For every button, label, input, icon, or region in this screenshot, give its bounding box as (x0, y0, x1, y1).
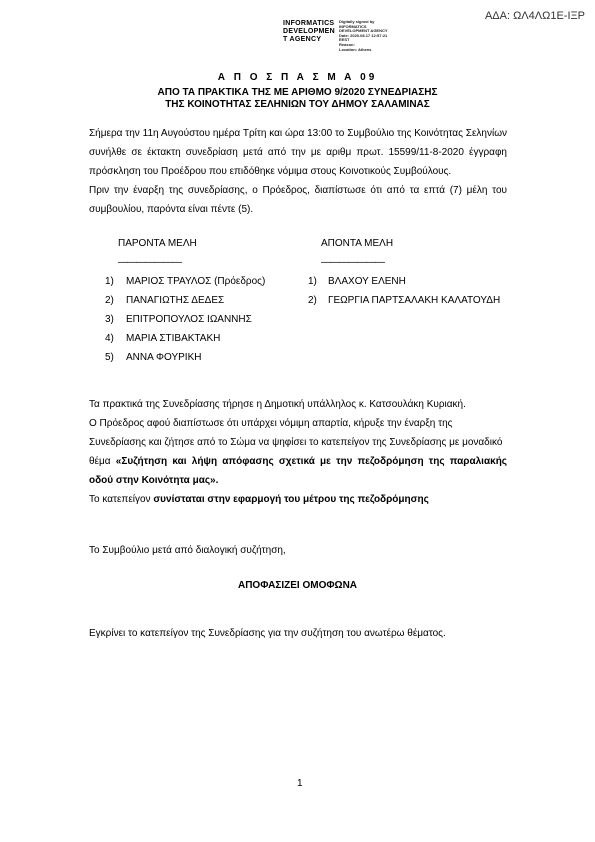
minutes-topic-line (89, 452, 507, 471)
topic-prefix: θέμα (89, 456, 116, 467)
discussion-line: Το Συμβούλιο μετά από διαλογική συζήτηση, (89, 545, 286, 556)
signature-detail-line: EEST (339, 37, 350, 43)
signature-detail-line: Location: Athens (339, 46, 372, 52)
topic-title-continued: οδού στην Κοινότητα μας». (89, 475, 219, 486)
present-members-header: ΠΑΡΟΝΤΑ ΜΕΛΗ (118, 238, 197, 249)
absent-members-column (308, 234, 528, 310)
signature-detail-line: Reason: (339, 41, 355, 47)
member-number: 2) (105, 295, 114, 306)
intro-line: Πριν την έναρξη της συνεδρίασης, ο Πρόεδρος, διαπίστωσε ότι από τα επτά (7) μέλη του (89, 185, 507, 196)
document-title: Α Π Ο Σ Π Α Σ Μ Α 09 (217, 72, 378, 83)
minutes-paragraph (89, 395, 507, 509)
member-name: ΓΕΩΡΓΙΑ ΠΑΡΤΣΑΛΑΚΗ ΚΑΛΑΤΟΥΔΗ (328, 295, 501, 306)
signature-org-line: INFORMATICS (283, 20, 335, 27)
absent-members-divider: ——————— (321, 257, 384, 268)
ada-code: ΑΔΑ: ΩΛ4ΛΩ1Ε-ΙΞΡ (484, 10, 585, 22)
intro-line: πρόσκληση του Προέδρου που επιδόθηκε νόμιμα στους Κοινοτικούς Συμβούλους. (89, 166, 452, 177)
present-member (105, 272, 305, 291)
member-name: ΒΛΑΧΟΥ ΕΛΕΝΗ (328, 276, 406, 287)
member-name: ΑΝΝΑ ΦΟΥΡΙΚΗ (126, 352, 202, 363)
decision-heading: ΑΠΟΦΑΣΙΖΕΙ ΟΜΟΦΩΝΑ (237, 580, 358, 591)
member-number: 2) (308, 295, 317, 306)
urgency-line (89, 490, 507, 509)
member-name: ΜΑΡΙΑ ΣΤΙΒΑΚΤΑΚΗ (126, 333, 221, 344)
member-number: 1) (308, 276, 317, 287)
present-member (105, 329, 305, 348)
signature-org-line: T AGENCY (283, 36, 322, 43)
document-subtitle: ΑΠΟ ΤΑ ΠΡΑΚΤΙΚΑ ΤΗΣ ΜΕ ΑΡΙΘΜΟ 9/2020 ΣΥΝΕΔΡΙΑΣΗΣ (157, 87, 438, 98)
present-member (105, 348, 305, 367)
minutes-line: Τα πρακτικά της Συνεδρίασης τήρησε η Δημοτική υπάλληλος κ. Κατσουλάκη Κυριακή. (89, 399, 466, 410)
minutes-line: Ο Πρόεδρος αφού διαπίστωσε ότι υπάρχει νόμιμη απαρτία, κήρυξε την έναρξη της (89, 418, 453, 429)
intro-line: Σήμερα την 11η Αυγούστου ημέρα Τρίτη και ώρα 13:00 το Συμβούλιο της Κοινότητας Σεληνίων (89, 128, 507, 139)
member-name: ΜΑΡΙΟΣ ΤΡΑΥΛΟΣ (Πρόεδρος) (126, 276, 266, 287)
present-members-column (105, 234, 305, 367)
member-name: ΕΠΙΤΡΟΠΟΥΛΟΣ ΙΩΑΝΝΗΣ (126, 314, 252, 325)
signature-details (339, 20, 409, 52)
signature-detail-line: Digitally signed by (339, 19, 375, 24)
document-subtitle-community: ΤΗΣ ΚΟΙΝΟΤΗΤΑΣ ΣΕΛΗΝΙΩΝ ΤΟΥ ΔΗΜΟΥ ΣΑΛΑΜΙΝΑΣ (165, 99, 430, 110)
intro-line: συμβουλίου, παρόντα είναι πέντε (5). (89, 204, 254, 215)
member-number: 4) (105, 333, 114, 344)
page-number: 1 (297, 778, 303, 789)
member-name: ΠΑΝΑΓΙΩΤΗΣ ΔΕΔΕΣ (126, 295, 225, 306)
approval-line: Εγκρίνει το κατεπείγον της Συνεδρίασης για την συζήτηση του ανωτέρω θέματος. (89, 628, 446, 639)
urgency-reason: συνίσταται στην εφαρμογή του μέτρου της πεζοδρόμησης (153, 494, 429, 505)
present-member (105, 310, 305, 329)
intro-paragraph (89, 124, 507, 219)
signature-detail-line: Date: 2020.08.17 12:57:21 (339, 32, 388, 38)
minutes-line: Συνεδρίασης και ζήτησε από το Σώμα να ψηφίσει το κατεπείγον της Συνεδρίασης με μοναδικό (89, 437, 503, 448)
present-member (105, 291, 305, 310)
member-number: 3) (105, 314, 114, 325)
present-members-divider: ——————— (118, 257, 181, 268)
urgency-prefix: Το κατεπείγον (89, 494, 154, 505)
signature-org-line: DEVELOPMEN (283, 28, 336, 35)
absent-member (308, 291, 528, 310)
topic-title: «Συζήτηση και λήψη απόφασης σχετικά με την πεζοδρόμηση της παραλιακής (115, 456, 507, 467)
member-number: 1) (105, 276, 114, 287)
absent-members-header: ΑΠΟΝΤΑ ΜΕΛΗ (321, 238, 394, 249)
signature-organization (283, 20, 335, 44)
signature-detail-line: INFORMATICS (339, 23, 367, 29)
member-number: 5) (105, 352, 114, 363)
digital-signature-stamp (283, 20, 409, 52)
absent-member (308, 272, 528, 291)
signature-detail-line: DEVELOPMENT AGENCY (339, 28, 388, 34)
intro-line: συνήλθε σε έκτακτη συνεδρίαση μετά από την με αριθμ πρωτ. 15599/11-8-2020 έγγραφη (89, 147, 507, 158)
